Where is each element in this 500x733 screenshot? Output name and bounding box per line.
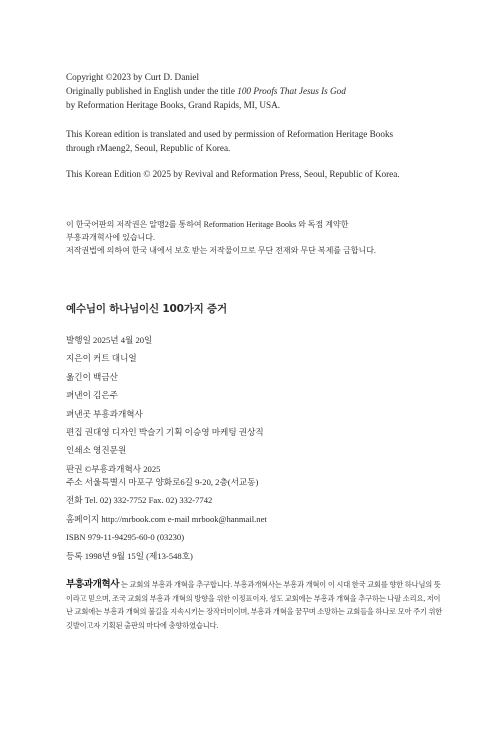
contact-registration: 등록 1998년 9월 15일 (제13-548호) <box>66 550 193 561</box>
contact-web: 홈페이지 http://mrbook.com e-mail mrbook@hanmail.net <box>66 513 267 524</box>
credit-copyright: 판권 ©부흥과개혁사 2025 <box>66 463 161 474</box>
korean-edition-line: This Korean Edition © 2025 by Revival and Reformation Press, Seoul, Republic of Korea. <box>66 169 400 179</box>
credit-author: 지은이 커트 대니얼 <box>66 353 137 364</box>
permission-line-2: through rMaeng2, Seoul, Republic of Korea. <box>66 142 231 153</box>
copyright-block <box>66 70 434 112</box>
credit-printer: 인쇄소 영진문원 <box>66 445 127 456</box>
original-title-line <box>66 84 434 98</box>
credit-publish-date: 발행일 2025년 4월 20일 <box>66 335 153 345</box>
credit-translator: 옮긴이 백금산 <box>66 371 118 382</box>
credit-publisher: 펴낸곳 부흥과개혁사 <box>66 408 143 419</box>
credits-list <box>66 331 434 478</box>
publisher-note-text: 는 교회의 부흥과 개혁을 추구합니다. 부흥과개혁사는 부흥과 개혁이 이 시대 한국 교회를 향한 하나님의 뜻이라고 믿으며, 조국 교회의 부흥과 개혁의 방향을 위한 이정표이자, 성도 교회에는 부흥과 개혁을 추구하는 나팔 소리요, 저이난 교회에는 부흥과 개혁의 불길을 지속시키는 장작더미이며, 부흥과 개혁을 꿈꾸며 소망하는 교회들을 하나로 모아 주기 위한 깃발이고자 기획된 출판의 마다에 충향하였습니다. <box>66 581 443 630</box>
original-publisher-line: by Reformation Heritage Books, Grand Rapids, MI, USA. <box>66 100 281 110</box>
korean-copyright-notice <box>66 218 434 257</box>
publisher-note <box>66 578 444 633</box>
permission-line-1: This Korean edition is translated and used by permission of Reformation Heritage Books <box>66 129 394 139</box>
publisher-logo: 부흥과개혁사 <box>66 579 120 590</box>
original-title: 100 Proofs That Jesus Is God <box>237 86 346 96</box>
contact-phone: 전화 Tel. 02) 332-7752 Fax. 02) 332-7742 <box>66 495 213 506</box>
korean-notice-line-2: 부흥과개혁사에 있습니다. <box>66 233 156 242</box>
credit-staff: 편집 권대영 디자인 박슬기 기획 이승영 마케팅 권상직 <box>66 427 264 438</box>
original-title-prefix: Originally published in English under the title <box>66 86 238 96</box>
contact-address: 주소 서울특별시 마포구 양화로6길 9-20, 2층(서교동) <box>66 477 259 487</box>
korean-notice-line-1: 이 한국어판의 저작권은 알맹2를 통하여 Reformation Heritage Books 와 독점 계약한 <box>66 220 349 229</box>
credit-publisher-person: 펴낸이 김은주 <box>66 390 118 401</box>
book-title: 예수님이 하나님이신 100가지 증거 <box>66 303 227 315</box>
permission-block <box>66 128 434 182</box>
copyright-line: Copyright ©2023 by Curt D. Daniel <box>66 72 200 82</box>
contact-list <box>66 473 434 565</box>
korean-notice-line-3: 저작권법에 의하여 한국 내에서 보호 받는 저작물이므로 무단 전재와 무단 복제를 금합니다. <box>66 246 376 255</box>
contact-isbn: ISBN 979-11-94295-60-0 (03230) <box>66 532 185 543</box>
